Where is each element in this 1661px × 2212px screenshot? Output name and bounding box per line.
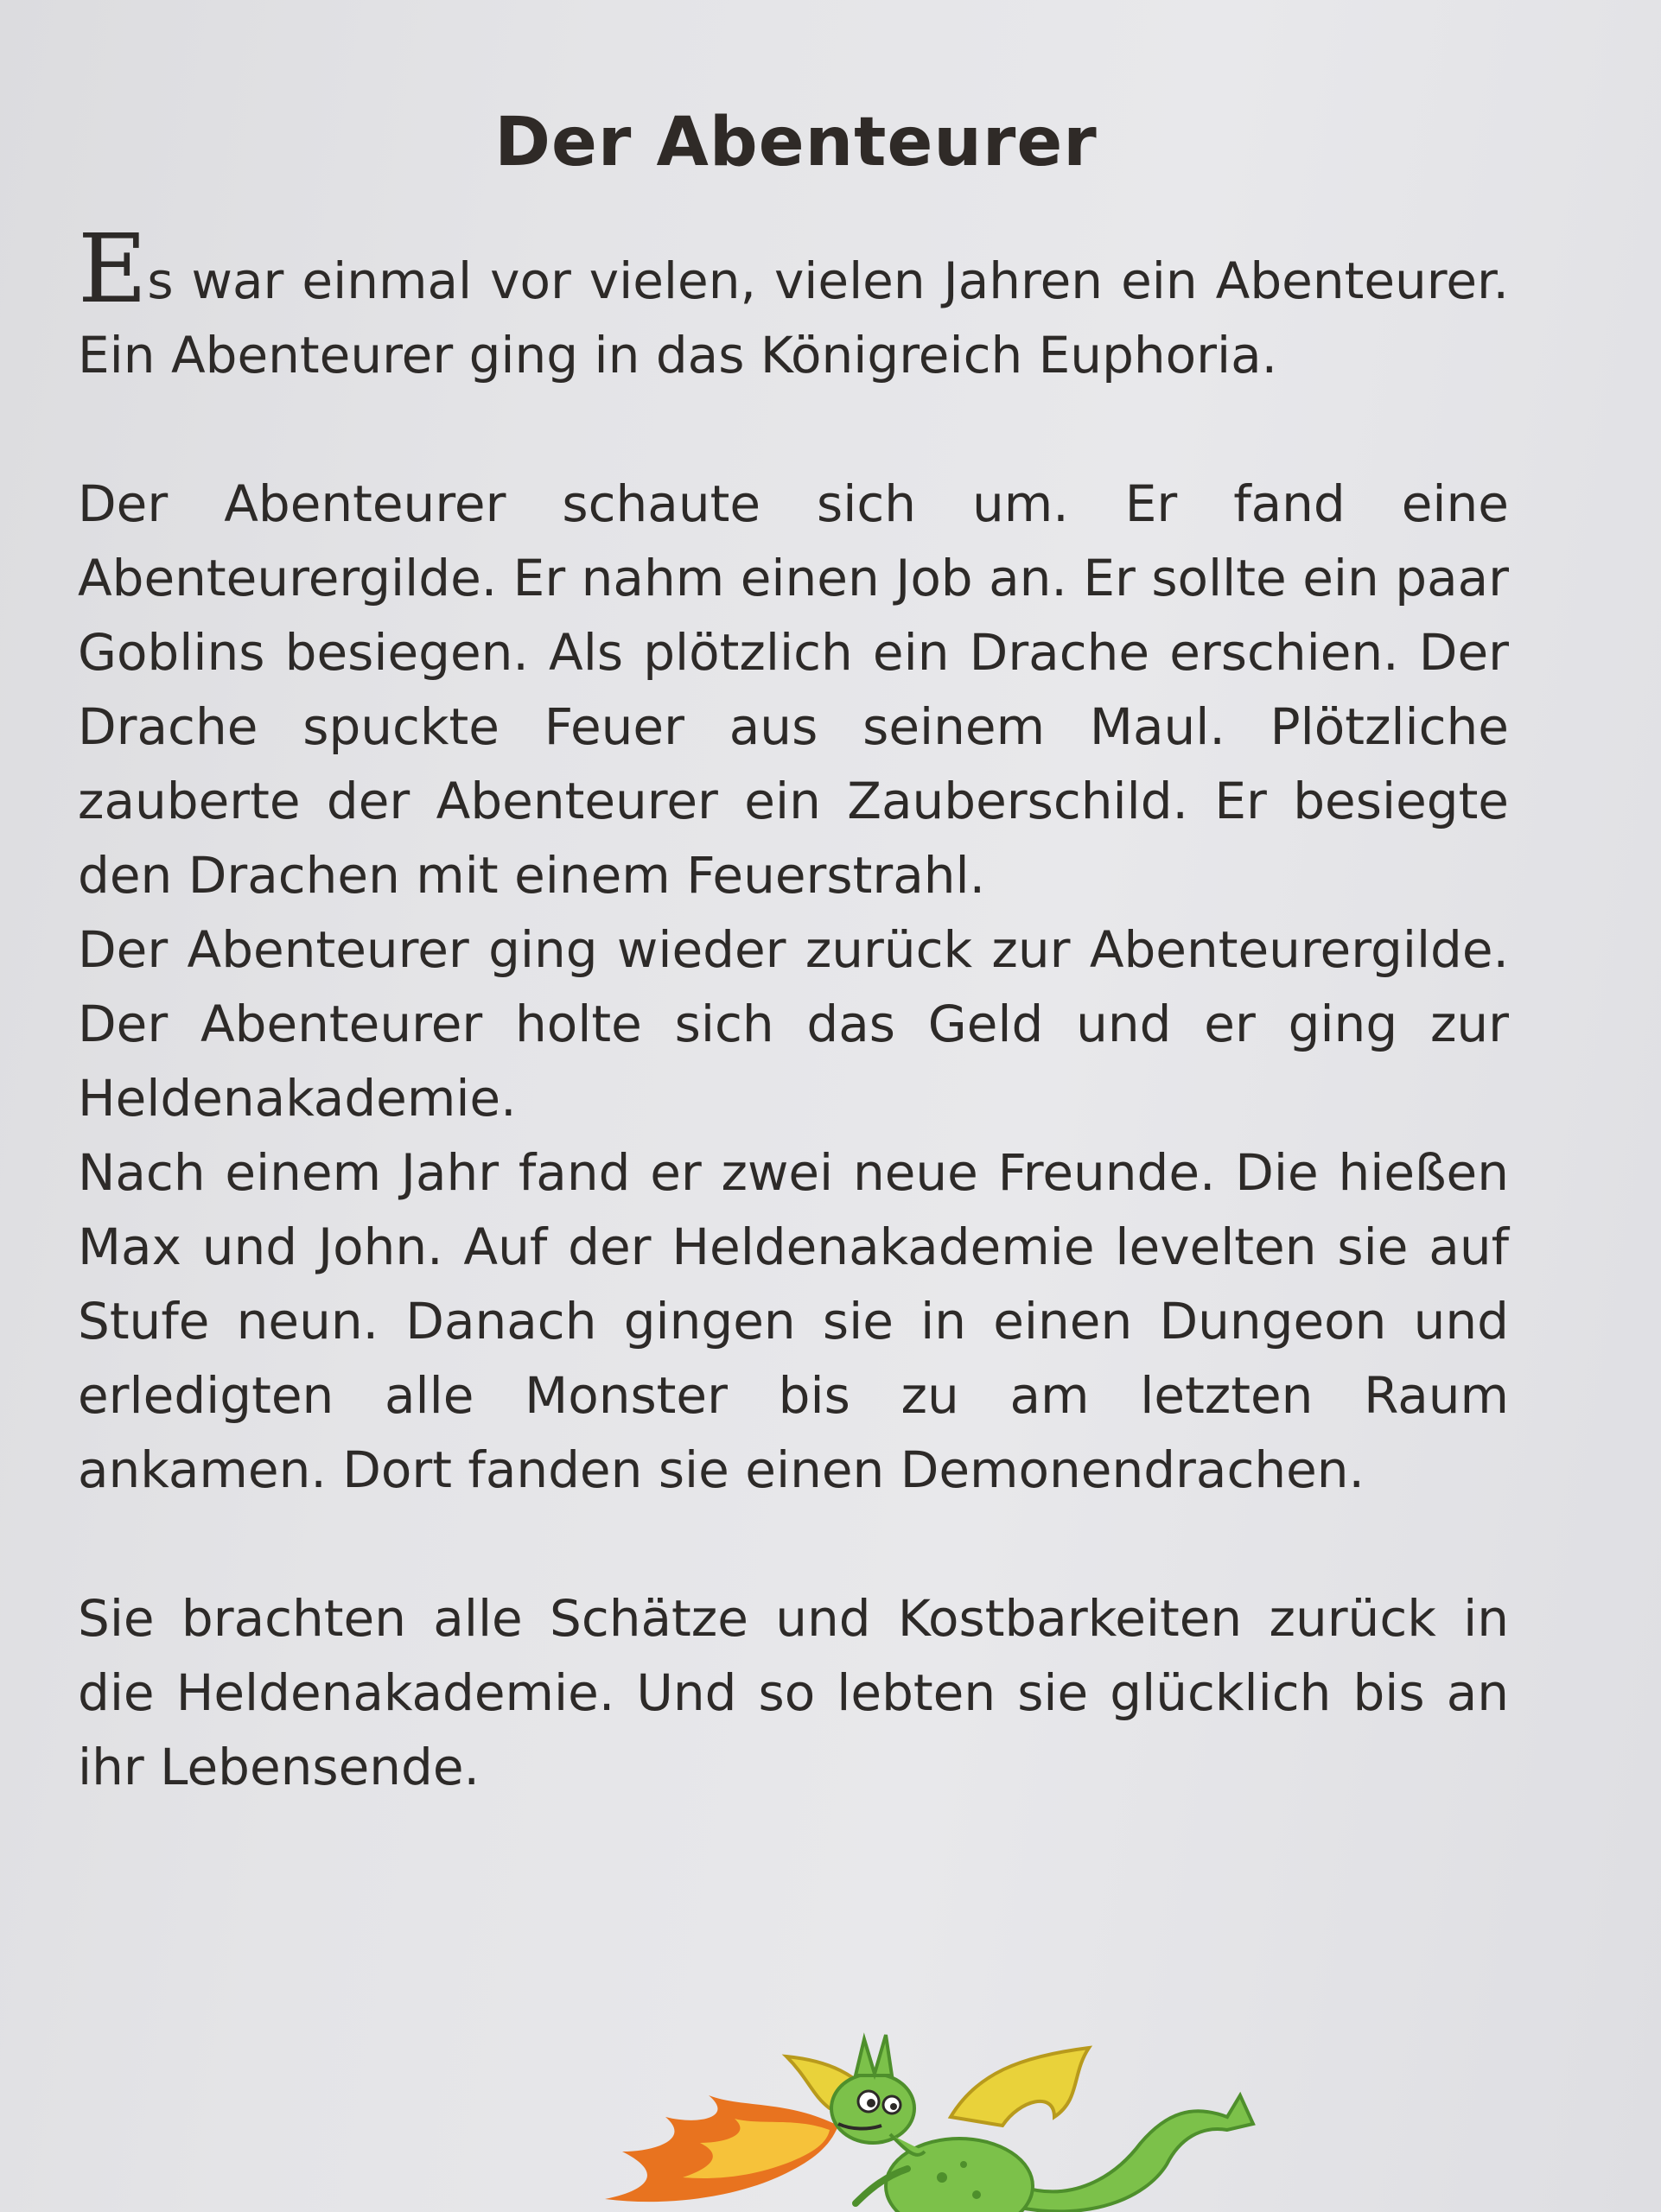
story-title: Der Abenteurer <box>494 104 1098 181</box>
dragon-icon <box>570 2022 1262 2212</box>
story-paragraph-4: Nach einem Jahr fand er zwei neue Freunde. Die hießen Max und John. Auf der Heldenakademie levelten sie auf Stufe neun. Danach gingen sie in einen Dungeon und erledigten alle Monster bis zu am letzten Raum ankamen. Dort fanden sie einen Demonendrachen. <box>78 1143 1509 1499</box>
story-text <box>78 213 1509 1804</box>
paragraph-text: s war einmal vor vielen, vielen Jahren ein Abenteurer. Ein Abenteurer ging in das Königreich Euphoria. <box>78 251 1509 385</box>
story-paragraph-3: Der Abenteurer ging wieder zurück zur Abenteurergilde. Der Abenteurer holte sich das Geld und er ging zur Heldenakademie. <box>78 920 1509 1128</box>
story-paragraph-2: Der Abenteurer schaute sich um. Er fand eine Abenteurergilde. Er nahm einen Job an. Er sollte ein paar Goblins besiegen. Als plötzlich ein Drache erschien. Der Drache spuckte Feuer aus seinem Maul. Plötzliche zauberte der Abenteurer ein Zauberschild. Er besiegte den Drachen mit einem Feuerstrahl. <box>78 474 1509 905</box>
drop-cap-letter: E <box>78 213 148 324</box>
fire-breath-icon <box>605 2095 838 2202</box>
story-paragraph-1 <box>78 213 1509 392</box>
story-paragraph-5: Sie brachten alle Schätze und Kostbarkeiten zurück in die Heldenakademie. Und so lebten sie glücklich bis an ihr Lebensende. <box>78 1589 1509 1796</box>
